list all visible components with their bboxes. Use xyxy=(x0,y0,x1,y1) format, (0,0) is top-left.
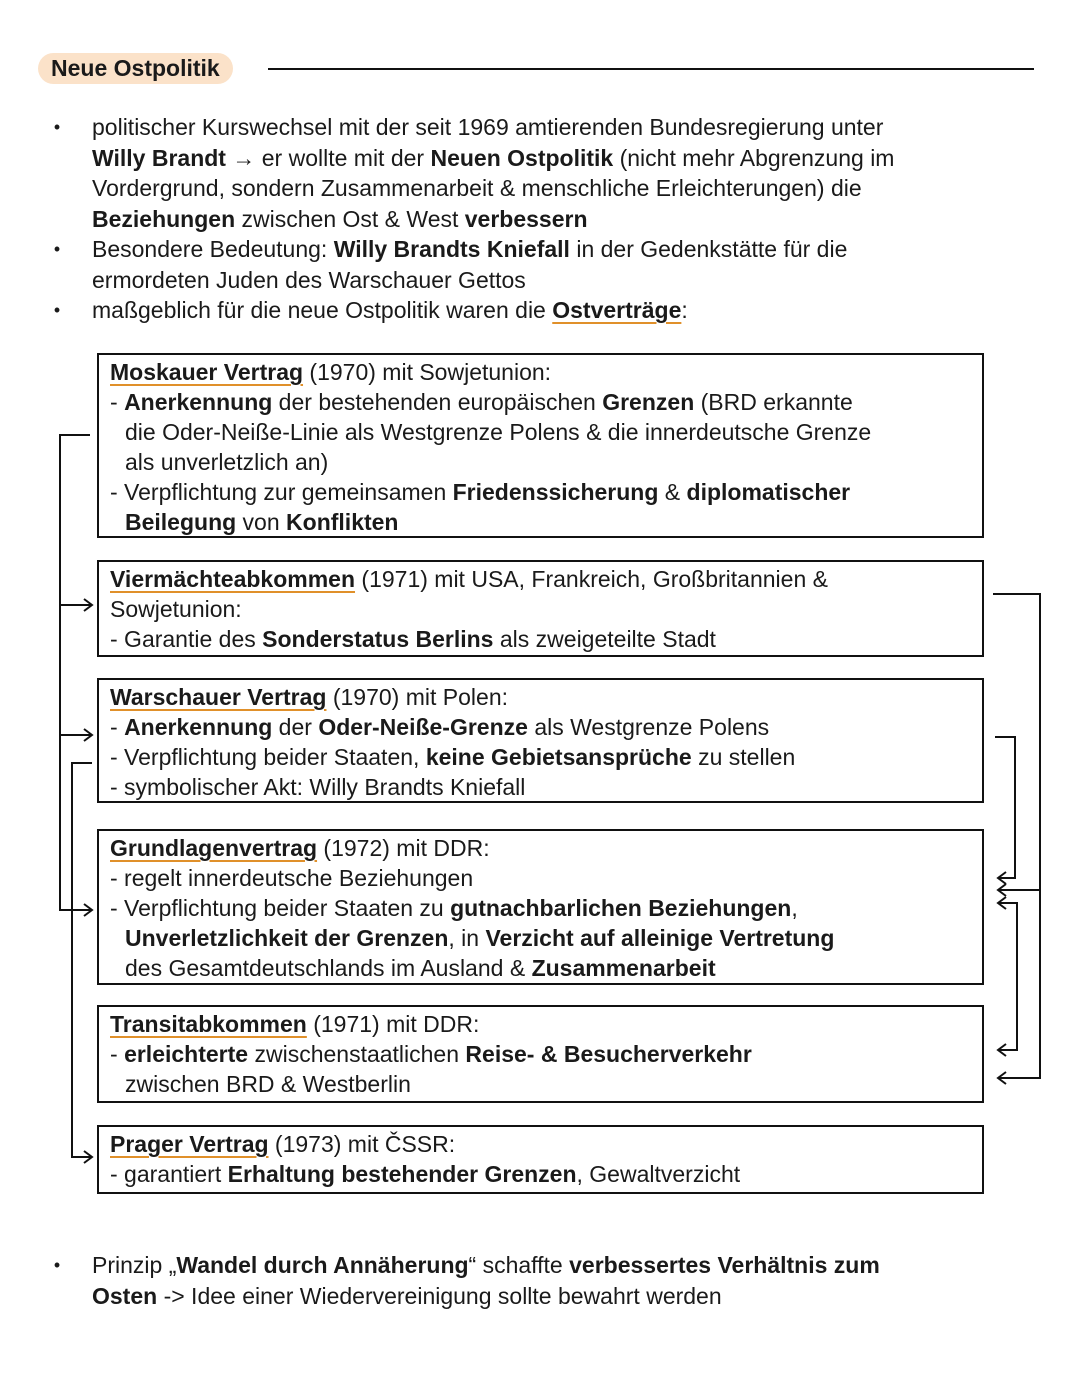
bullet-line: Beziehungen zwischen Ost & West verbessern xyxy=(92,205,588,232)
bullet-line: Prinzip „Wandel durch Annäherung“ schaffte verbessertes Verhältnis zum xyxy=(92,1252,880,1278)
bullet-line: maßgeblich für die neue Ostpolitik waren die Ostverträge: xyxy=(92,297,688,323)
box-line: - regelt innerdeutsche Beziehungen xyxy=(110,865,474,891)
box-line: zwischen BRD & Westberlin xyxy=(125,1071,411,1097)
box-heading: Moskauer Vertrag (1970) mit Sowjetunion: xyxy=(110,359,552,385)
box-heading: Grundlagenvertrag (1972) mit DDR: xyxy=(110,835,490,861)
treaty-name: Prager Vertrag xyxy=(110,1131,269,1157)
treaty-name: Viermächteabkommen xyxy=(110,566,356,592)
box-line: - Verpflichtung zur gemeinsamen Friedenssicherung & diplomatischer xyxy=(110,479,851,505)
box-line: als unverletzlich an) xyxy=(125,449,329,475)
box-line: Unverletzlichkeit der Grenzen, in Verzicht auf alleinige Vertretung xyxy=(125,925,835,951)
treaty-name: Transitabkommen xyxy=(110,1011,307,1037)
bullet-line: ermordeten Juden des Warschauer Gettos xyxy=(92,266,526,293)
bullet-line: Besondere Bedeutung: Willy Brandts Kniefall in der Gedenkstätte für die xyxy=(92,236,848,262)
box-heading: Transitabkommen (1971) mit DDR: xyxy=(110,1011,480,1037)
box-line: Sowjetunion: xyxy=(110,596,242,622)
box-line: - erleichterte zwischenstaatlichen Reise- & Besucherverkehr xyxy=(110,1041,752,1067)
box-line: - symbolischer Akt: Willy Brandts Kniefall xyxy=(110,774,526,800)
box-heading: Viermächteabkommen (1971) mit USA, Frankreich, Großbritannien & xyxy=(110,566,828,592)
bullet-line: Osten -> Idee einer Wiedervereinigung sollte bewahrt werden xyxy=(92,1282,722,1309)
bullet-wandel xyxy=(0,1250,1080,1311)
connector-right-transit xyxy=(998,903,1017,1050)
treaty-name: Warschauer Vertrag xyxy=(110,684,327,710)
box-line: Beilegung von Konflikten xyxy=(125,509,399,535)
connector-left-outer xyxy=(60,435,92,910)
bullet-line: Willy Brandt → er wollte mit der Neuen Ostpolitik (nicht mehr Abgrenzung im xyxy=(92,144,895,171)
box-heading: Warschauer Vertrag (1970) mit Polen: xyxy=(110,684,508,710)
bullet-dot: • xyxy=(53,300,61,320)
box-line: - Verpflichtung beider Staaten, keine Gebietsansprüche zu stellen xyxy=(110,744,796,770)
treaty-name: Moskauer Vertrag xyxy=(110,359,304,385)
bullet-dot: • xyxy=(53,239,61,259)
box-line: - Verpflichtung beider Staaten zu gutnachbarlichen Beziehungen, xyxy=(110,895,798,921)
box-heading: Prager Vertrag (1973) mit ČSSR: xyxy=(110,1131,456,1157)
bullet-line: politischer Kurswechsel mit der seit 1969 amtierenden Bundesregierung unter xyxy=(92,114,884,140)
box-line: des Gesamtdeutschlands im Ausland & Zusammenarbeit xyxy=(125,955,716,981)
ostvertraege-term: Ostverträge xyxy=(552,297,682,323)
box-line: - garantiert Erhaltung bestehender Grenzen, Gewaltverzicht xyxy=(110,1161,741,1187)
bullet-dot: • xyxy=(53,117,61,137)
connector-left-inner xyxy=(72,763,92,1157)
bullet-dot: • xyxy=(53,1255,61,1275)
box-line: - Anerkennung der Oder-Neiße-Grenze als Westgrenze Polens xyxy=(110,714,770,740)
box-line: - Garantie des Sonderstatus Berlins als zweigeteilte Stadt xyxy=(110,626,716,652)
bullet-line: Vordergrund, sondern Zusammenarbeit & menschliche Erleichterungen) die xyxy=(92,175,862,201)
bullet-text xyxy=(92,1250,1032,1311)
closing-bullet xyxy=(0,1250,1080,1311)
box-line: - Anerkennung der bestehenden europäischen Grenzen (BRD erkannte xyxy=(110,389,853,415)
treaty-name: Grundlagenvertrag xyxy=(110,835,318,861)
connector-right-inner xyxy=(995,737,1015,878)
box-line: die Oder-Neiße-Linie als Westgrenze Polens & die innerdeutsche Grenze xyxy=(125,419,872,445)
page-title: Neue Ostpolitik xyxy=(38,53,233,84)
